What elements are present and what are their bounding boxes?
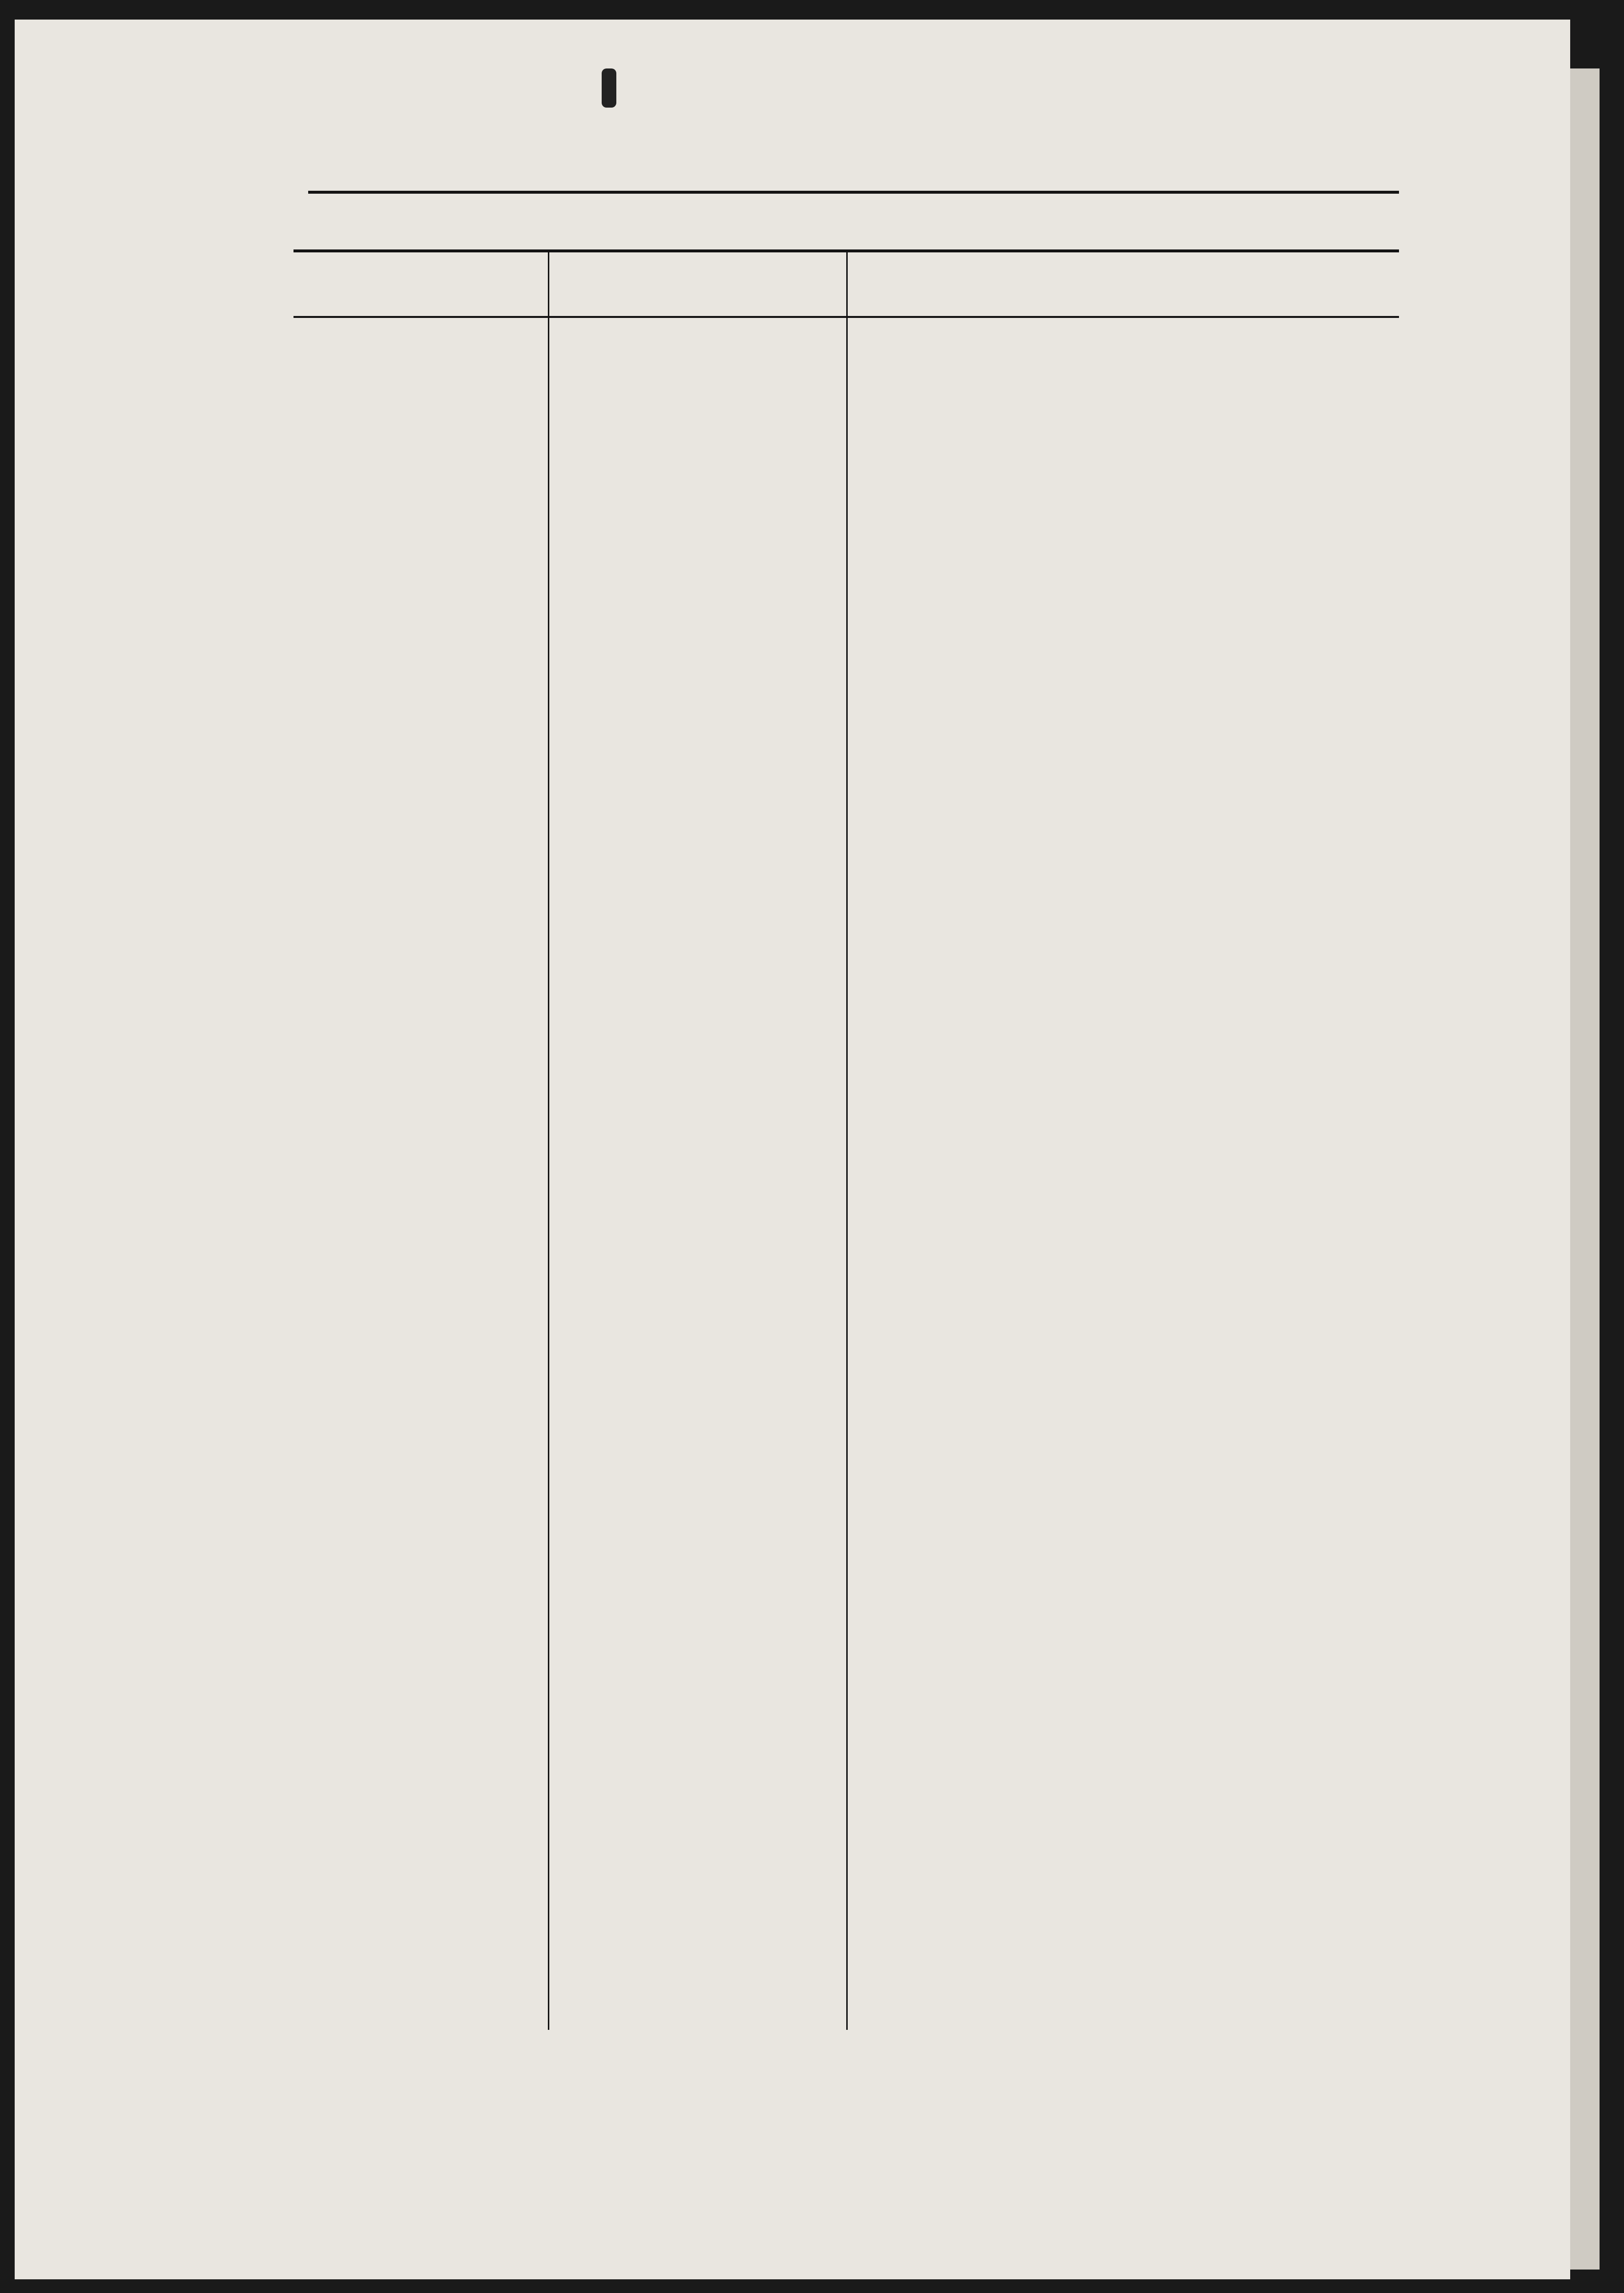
register-page — [15, 20, 1570, 2279]
column-divider-1 — [548, 249, 549, 2030]
ink-mark — [602, 68, 616, 108]
page-edge — [1570, 68, 1600, 2270]
column-divider-2 — [846, 249, 848, 2030]
page-title — [308, 191, 1399, 203]
